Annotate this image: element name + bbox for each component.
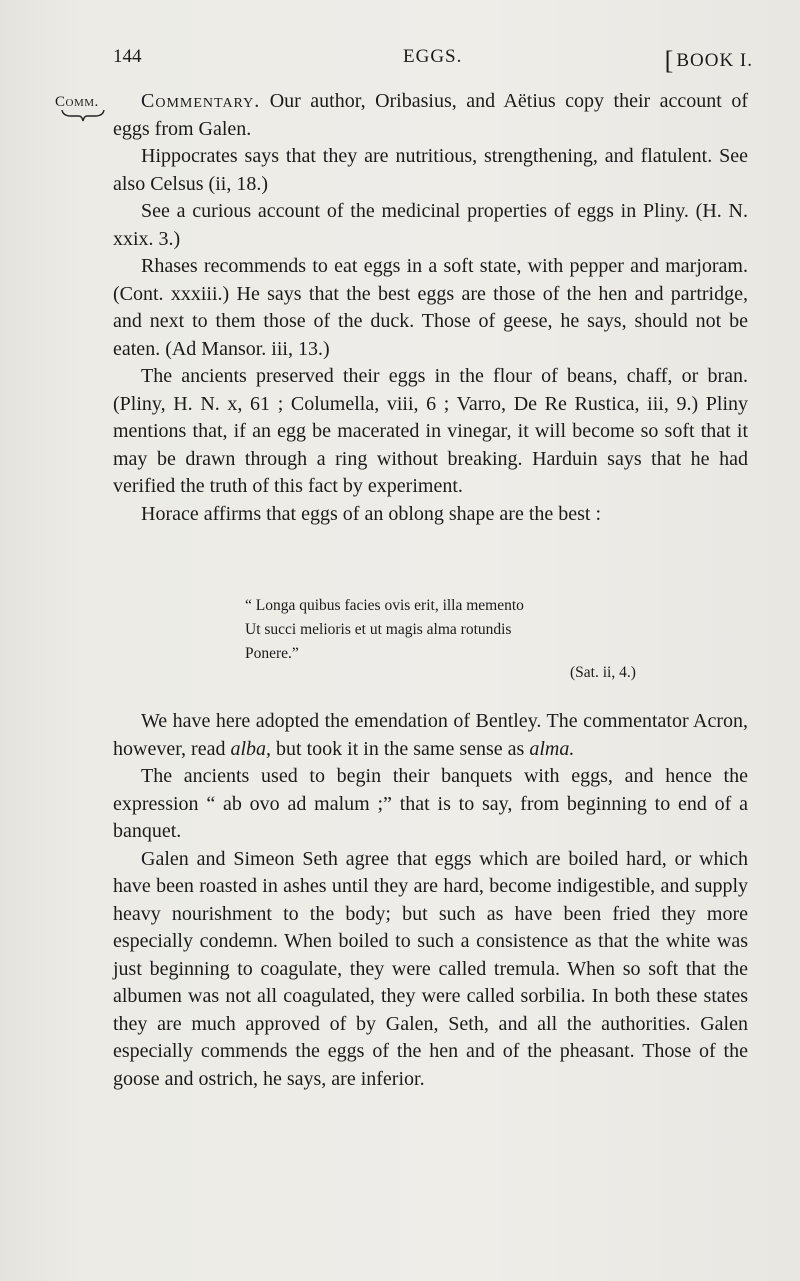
commentary-lead: Commentary. [141,90,261,112]
margin-note: Comm. [55,94,99,110]
paragraph-hippocrates: Hippocrates says that they are nutritious, strengthening, and flatulent. See also Celsus (ii, 18.) [113,145,748,195]
book-label [665,46,753,76]
book-bracket: [ [664,46,675,75]
quote-line-1: “ Longa quibus facies ovis erit, illa memento [245,597,524,614]
quote-line-2: Ut succi melioris et ut magis alma rotundis [245,621,512,638]
body-text-lower [113,708,748,1093]
paragraph-pliny: See a curious account of the medicinal properties of eggs in Pliny. (H. N. xxix. 3.) [113,200,748,250]
paragraph-rhases: Rhases recommends to eat eggs in a soft state, with pepper and marjoram. (Cont. xxxiii.) He says that the best eggs are those of the hen and partridge, and next to them those of the duck. Those of geese, he says, should not be eaten. (Ad Mansor. iii, 13.) [113,255,748,360]
commentary-rest: Our author, Oribasius, and Aëtius copy their account of eggs from Galen. [113,90,748,140]
bentley-part-a: We have here adopted the emendation of Bentley. The commentator Acron, however, read [113,710,748,760]
running-header [113,44,753,74]
body-text-upper [113,88,748,528]
paragraph-galen-seth: Galen and Simeon Seth agree that eggs which are boiled hard, or which have been roasted in ashes until they are hard, become indigestible, and supply heavy nourishment to the body; but such as have been fried they more especially condemn. When boiled to such a consistence as that the white was just beginning to coagulate, they were called tremula. When so soft that the albumen was not all coagulated, they were called sorbilia. In both these states they are much approved of by Galen, Seth, and all the authorities. Galen especially commends the eggs of the hen and of the pheasant. Those of the goose and ostrich, he says, are inferior. [113,847,748,1090]
paragraph-bentley [113,708,748,763]
word-alma: alma. [529,737,575,760]
paragraph-horace: Horace affirms that eggs of an oblong shape are the best : [141,502,602,525]
quote-line-3: Ponere.” [245,645,299,662]
bentley-part-b: but took it in the same sense as [271,737,530,760]
running-title: EGGS. [403,46,463,67]
margin-brace-icon [61,108,105,122]
paragraph-banquets: The ancients used to begin their banquets with eggs, and hence the expression “ ab ovo ad malum ;” that is to say, from beginning to end of a banquet. [113,765,748,842]
paragraph-commentary [113,88,748,143]
word-alba: alba, [230,737,272,760]
quote-citation: (Sat. ii, 4.) [570,664,636,681]
page-number: 144 [113,46,142,67]
book-label-text: BOOK I. [676,50,753,71]
paragraph-preservation: The ancients preserved their eggs in the flour of beans, chaff, or bran. (Pliny, H. N. x, 61 ; Columella, viii, 6 ; Varro, De Re Rustica, iii, 9.) Pliny mentions that, if an egg be macerated in vinegar, it will become so soft that it may be drawn through a ring without breaking. Harduin says that he had verified the truth of this fact by experiment. [113,365,748,497]
latin-quote [245,594,745,666]
